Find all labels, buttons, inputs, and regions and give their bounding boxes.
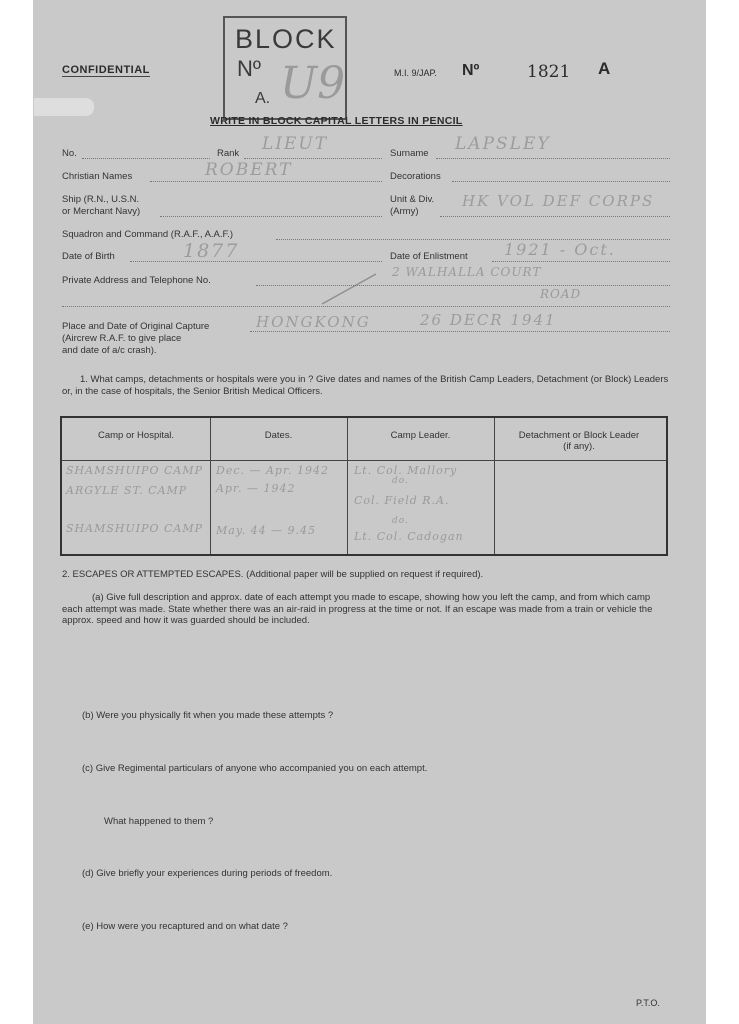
form-number: 1821 — [527, 62, 571, 82]
decorations-line — [452, 181, 670, 182]
address-line-b — [62, 306, 670, 307]
capture-label-3: and date of a/c crash). — [62, 345, 157, 356]
instruction-heading: WRITE IN BLOCK CAPITAL LETTERS IN PENCIL — [210, 115, 463, 127]
christian-names-label: Christian Names — [62, 171, 133, 182]
christian-names-value: ROBERT — [205, 160, 293, 180]
stamp-number-text: Nº — [237, 56, 261, 81]
ship-label-2: or Merchant Navy) — [62, 206, 141, 217]
enlistment-label: Date of Enlistment — [390, 251, 468, 262]
address-line-1: 2 WALHALLA COURT — [392, 265, 542, 279]
table-header-divider — [62, 460, 666, 461]
question-2c-text: (c) Give Regimental particulars of anyone who accompanied you on each attempt. — [82, 763, 428, 774]
table-row-1-camp: SHAMSHUIPO CAMP — [66, 464, 204, 477]
paper-tab-mark — [34, 98, 94, 116]
capture-label-2: (Aircrew R.A.F. to give place — [62, 333, 182, 344]
dob-label: Date of Birth — [62, 251, 115, 262]
question-2a-text: (a) Give full description and approx. date of each attempt you made to escape, showing how you left the camp, and from which camp each attempt was made. State whether there was an air-raid in progress at the time or not. If an escape was made from a train or vehicle the approx. speed and how it was guarded should be included. — [62, 592, 653, 626]
rank-value: LIEUT — [262, 134, 329, 154]
unit-value: HK VOL DEF CORPS — [462, 192, 655, 210]
classification-label: CONFIDENTIAL — [62, 64, 150, 76]
camps-table — [60, 416, 668, 556]
table-divider — [494, 418, 495, 554]
no-line — [82, 158, 210, 159]
table-row-2-dates: Apr. — 1942 — [216, 482, 296, 495]
question-2b-text: (b) Were you physically fit when you made these attempts ? — [82, 710, 334, 721]
table-row-3-dates: May. 44 — 9.45 — [216, 524, 317, 537]
unit-label-2: (Army) — [390, 206, 419, 217]
question-2d-text: (d) Give briefly your experiences during periods of freedom. — [82, 868, 333, 879]
christian-names-line — [150, 181, 382, 182]
table-row-2-camp: ARGYLE ST. CAMP — [66, 484, 188, 497]
ship-line — [160, 216, 382, 217]
capture-place-value: HONGKONG — [256, 313, 371, 331]
block-stamp — [223, 16, 347, 120]
stamp-a-text: A. — [255, 90, 271, 107]
surname-label: Surname — [390, 148, 429, 159]
table-ditto-mark-1: do. — [392, 476, 409, 486]
number-label: Nº — [462, 62, 480, 79]
decorations-label: Decorations — [390, 171, 441, 182]
address-line-a — [256, 285, 670, 286]
capture-label-1: Place and Date of Original Capture — [62, 321, 210, 332]
surname-value: LAPSLEY — [455, 134, 551, 154]
address-label: Private Address and Telephone No. — [62, 275, 211, 286]
address-pencil-stroke — [320, 270, 380, 306]
address-line-2: ROAD — [540, 287, 582, 301]
table-header-dates: Dates. — [264, 430, 293, 441]
ship-label-1: Ship (R.N., U.S.N. — [62, 194, 140, 205]
enlistment-value: 1921 - Oct. — [504, 240, 616, 259]
stamp-handwritten: U9 — [280, 58, 346, 109]
capture-date-value: 26 DECR 1941 — [420, 311, 557, 329]
dob-line — [130, 261, 382, 262]
table-header-leader: Camp Leader. — [390, 430, 451, 441]
unit-label-1: Unit & Div. — [390, 194, 435, 205]
table-header-camp: Camp or Hospital. — [97, 430, 175, 441]
question-2-title: 2. ESCAPES OR ATTEMPTED ESCAPES. (Additional paper will be supplied on request if required). — [62, 569, 484, 580]
table-row-3-camp: SHAMSHUIPO CAMP — [66, 522, 204, 535]
form-code: M.I. 9/JAP. — [394, 68, 437, 78]
table-ditto-mark-2: do. — [392, 516, 409, 526]
question-2c-followup: What happened to them ? — [104, 816, 214, 827]
table-row-1-dates: Dec. — Apr. 1942 — [216, 464, 330, 477]
unit-line — [440, 216, 670, 217]
capture-line — [250, 331, 670, 332]
stamp-block-text: BLOCK — [235, 24, 337, 54]
squadron-label: Squadron and Command (R.A.F., A.A.F.) — [62, 229, 234, 240]
no-label: No. — [62, 148, 77, 159]
enlistment-line — [492, 261, 670, 262]
pto-label: P.T.O. — [636, 998, 660, 1008]
rank-label: Rank — [217, 148, 240, 159]
question-1-text: 1. What camps, detachments or hospitals were you in ? Give dates and names of the British Camp Leaders, Detachment (or Block) Leaders or, in the case of hospitals, the Senior British Medical Officers. — [62, 374, 669, 397]
table-row-3-leader: Lt. Col. Cadogan — [354, 530, 464, 543]
rank-line — [244, 158, 382, 159]
table-row-2-leader: Col. Field R.A. — [354, 494, 450, 507]
table-row-1-leader: Lt. Col. Mallory — [354, 464, 458, 477]
dob-value: 1877 — [183, 240, 240, 262]
surname-line — [436, 158, 670, 159]
table-header-detachment: Detachment or Block Leader (if any). — [518, 430, 640, 452]
form-suffix: A — [598, 59, 611, 78]
question-2e-text: (e) How were you recaptured and on what date ? — [82, 921, 288, 932]
